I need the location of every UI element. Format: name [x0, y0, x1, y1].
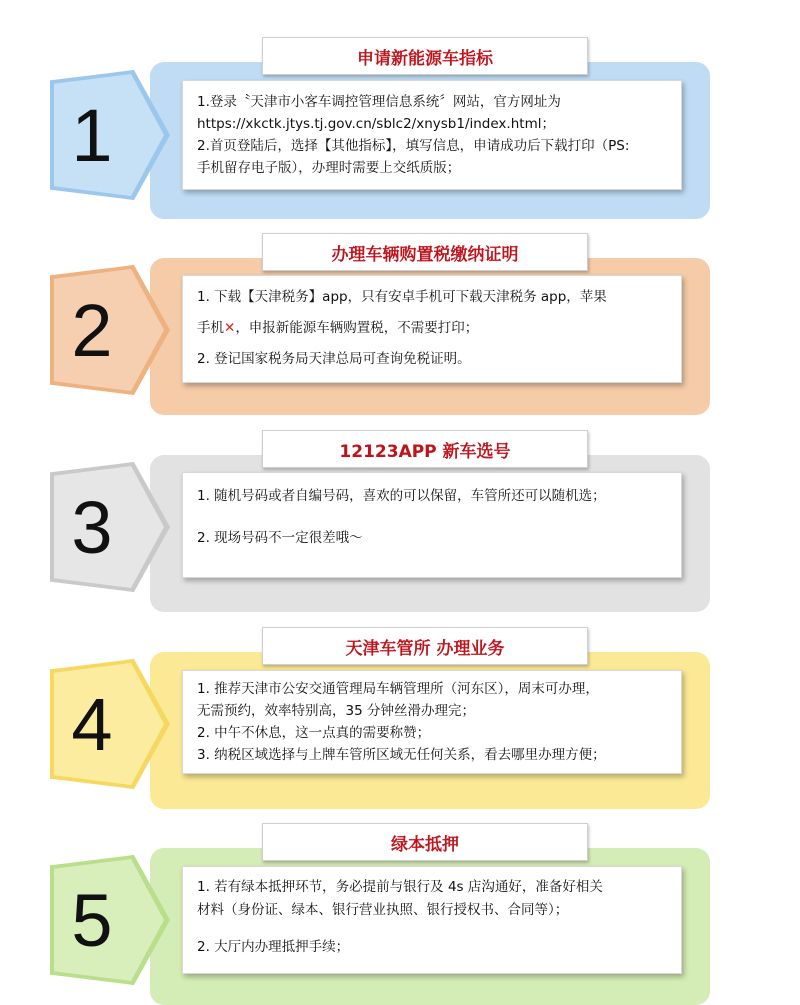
- step-1-line: https://xkctk.jtys.tj.gov.cn/sblc2/xnysb1/index.html；: [197, 116, 555, 132]
- cross-icon: ✕: [224, 320, 236, 336]
- step-1-line: 2.首页登陆后，选择【其他指标】，填写信息，申请成功后下载打印（PS:: [197, 138, 630, 154]
- step-1-line: 1.登录〝天津市小客车调控管理信息系统〞网站，官方网址为: [197, 94, 561, 110]
- step-1-number: 1: [71, 93, 113, 177]
- step-5-card: [182, 866, 682, 974]
- step-2-line: 1. 下载【天津税务】app，只有安卓手机可下载天津税务 app，苹果: [197, 289, 607, 305]
- step-4-title: 天津车管所 办理业务: [262, 627, 588, 665]
- step-1-card: [182, 80, 682, 190]
- step-5-badge: [50, 855, 170, 985]
- step-3-line: 2. 现场号码不一定很差哦～: [197, 530, 363, 546]
- step-3-title: 12123APP 新车选号: [262, 430, 588, 468]
- step-2-line: 手机✕，申报新能源车辆购置税，不需要打印；: [197, 320, 479, 336]
- step-2-number: 2: [71, 288, 113, 372]
- step-5-number: 5: [71, 878, 113, 962]
- step-3-line: 1. 随机号码或者自编号码，喜欢的可以保留，车管所还可以随机选；: [197, 488, 606, 504]
- step-2-card: [182, 275, 682, 383]
- step-3-badge: [50, 462, 170, 592]
- step-4-line: 无需预约，效率特别高，35 分钟丝滑办理完；: [197, 703, 475, 719]
- step-2-title: 办理车辆购置税缴纳证明: [262, 233, 588, 271]
- step-4-line: 1. 推荐天津市公安交通管理局车辆管理所（河东区），周末可办理，: [197, 681, 599, 697]
- step-5-title: 绿本抵押: [262, 823, 588, 861]
- step-4-number: 4: [71, 682, 113, 766]
- step-3-card: [182, 472, 682, 578]
- step-4-line: 3. 纳税区域选择与上牌车管所区域无任何关系，看去哪里办理方便；: [197, 747, 606, 763]
- step-5-line: 材料（身份证、绿本、银行营业执照、银行授权书、合同等）；: [197, 902, 569, 918]
- step-1-title: 申请新能源车指标: [262, 37, 588, 75]
- step-4-card: [182, 670, 682, 774]
- step-2-badge: [50, 265, 170, 395]
- step-2-line: 2. 登记国家税务局天津总局可查询免税证明。: [197, 351, 471, 367]
- step-5-line: 2. 大厅内办理抵押手续；: [197, 939, 350, 955]
- step-5-line: 1. 若有绿本抵押环节，务必提前与银行及 4s 店沟通好，准备好相关: [197, 879, 603, 895]
- step-3-number: 3: [71, 485, 113, 569]
- step-1-badge: [50, 70, 170, 200]
- step-4-line: 2. 中午不休息，这一点真的需要称赞；: [197, 725, 431, 741]
- step-4-badge: [50, 659, 170, 789]
- step-1-line: 手机留存电子版），办理时需要上交纸质版；: [197, 160, 461, 176]
